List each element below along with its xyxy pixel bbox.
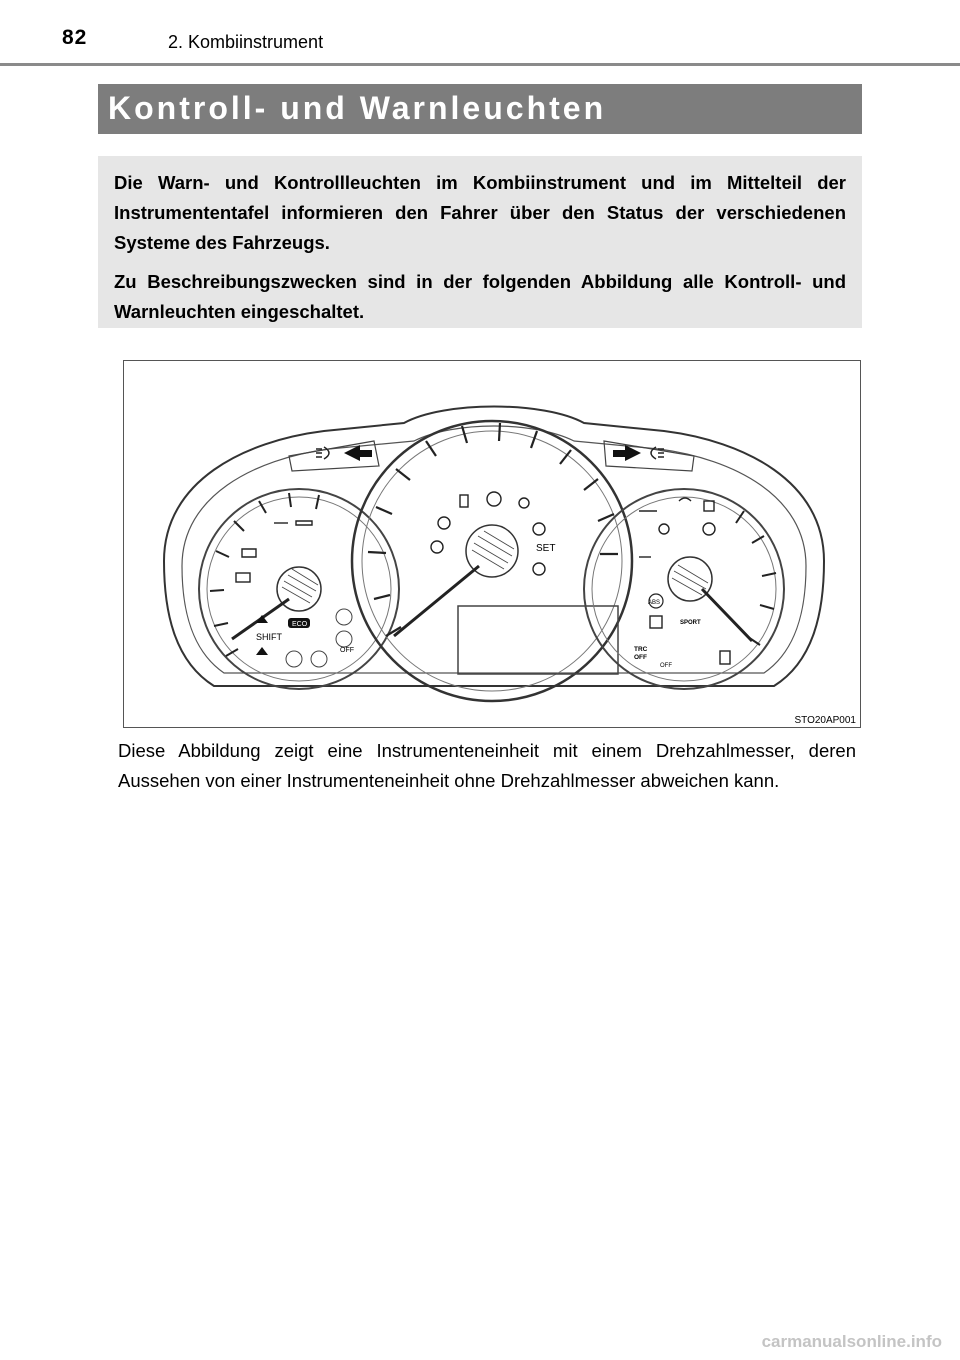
airbag-icon <box>431 541 443 553</box>
sport-label: SPORT <box>680 620 701 626</box>
rear-defog-icon <box>704 501 714 511</box>
fuel-needle <box>702 589 752 641</box>
glow-plug-icon <box>679 498 691 501</box>
auto-start-stop-icon <box>336 609 352 625</box>
engine-icon <box>242 549 256 557</box>
auto-off-label: OFF <box>340 647 354 654</box>
intro-paragraph-2: Zu Beschreibungszwecken sind in der folgenden Abbildung alle Kontroll- und Warnleuchten eingeschaltet. <box>114 271 846 322</box>
chapter-title: 2. Kombiinstrument <box>168 32 324 52</box>
cruise-set-icon <box>533 563 545 575</box>
fuel-pump-icon <box>720 651 730 664</box>
door-open-icon <box>460 495 468 507</box>
front-fog-icon <box>659 524 669 534</box>
headlight-icon <box>316 447 329 459</box>
speedometer-needle <box>394 566 479 636</box>
shift-down-icon <box>256 647 268 655</box>
battery-icon <box>236 573 250 582</box>
eco-label: ECO <box>292 621 308 628</box>
intro-box <box>98 156 862 328</box>
section-title-bar <box>98 84 862 134</box>
header-divider <box>0 63 960 66</box>
steering-warning-icon <box>438 517 450 529</box>
multi-info-display <box>458 606 618 674</box>
figure-caption: Diese Abbildung zeigt eine Instrumenteneinheit mit einem Drehzahlmesser, deren Aussehen von einer Instrumenteneinheit ohne Drehzahlmesser abweichen kann. <box>118 740 856 791</box>
section-title: Kontroll- und Warnleuchten <box>108 90 607 126</box>
trc-off-label: OFF <box>634 654 647 661</box>
page-number: 82 <box>62 26 88 49</box>
trc-label: TRC <box>634 646 648 653</box>
cruise-control-icon <box>533 523 545 535</box>
set-label: SET <box>536 543 556 554</box>
figure-code: STO20AP001 <box>794 715 856 726</box>
intro-paragraph-1: Die Warn- und Kontrollleuchten im Kombiinstrument und im Mittelteil der Instrumententafel informieren den Fahrer über den Status der verschiedenen Systeme des Fahrzeugs. <box>114 172 846 253</box>
watermark: carmanualsonline.info <box>761 1332 942 1351</box>
shift-label: SHIFT <box>256 632 282 642</box>
instrument-cluster-illustration <box>124 361 860 727</box>
brake-warning-icon <box>487 492 501 506</box>
seatbelt-icon <box>519 498 529 508</box>
tire-pressure-icon <box>703 523 715 535</box>
abs-label: ABS <box>648 600 661 606</box>
vsc-off-label: OFF <box>660 663 672 669</box>
instrument-cluster-figure <box>123 360 861 728</box>
coolant-icon <box>296 521 312 525</box>
vsc-icon <box>650 616 662 628</box>
